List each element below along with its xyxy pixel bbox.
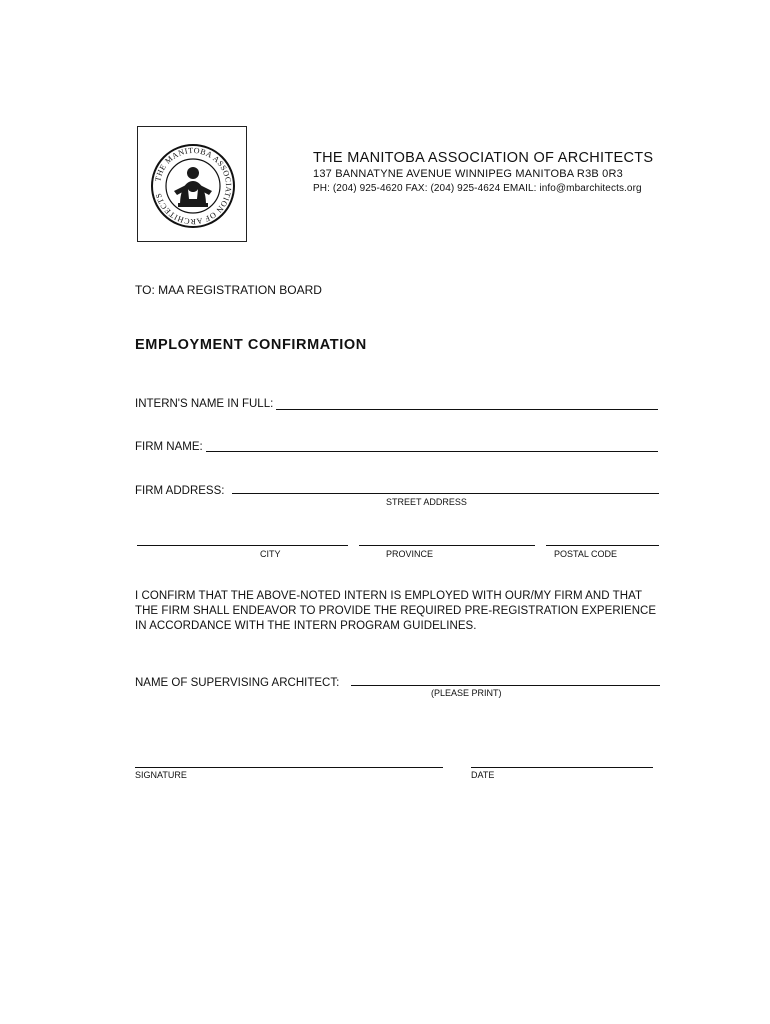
postal-code-caption: POSTAL CODE <box>554 549 618 559</box>
document-title: EMPLOYMENT CONFIRMATION <box>135 337 367 353</box>
association-seal-icon <box>150 143 236 229</box>
date-caption: DATE <box>471 770 495 780</box>
association-logo-frame <box>137 126 247 242</box>
supervisor-name-field[interactable] <box>351 685 660 686</box>
organization-name: THE MANITOBA ASSOCIATION OF ARCHITECTS <box>313 150 654 166</box>
postal-code-field[interactable] <box>546 545 659 546</box>
firm-name-label: FIRM NAME: <box>135 441 203 453</box>
date-field[interactable] <box>471 767 653 768</box>
signature-field[interactable] <box>135 767 443 768</box>
firm-name-field[interactable] <box>206 451 658 452</box>
please-print-caption: (PLEASE PRINT) <box>431 688 502 698</box>
province-field[interactable] <box>359 545 535 546</box>
intern-name-field[interactable] <box>276 409 658 410</box>
street-address-field[interactable] <box>232 493 659 494</box>
organization-contact: PH: (204) 925-4620 FAX: (204) 925-4624 EMAIL: info@mbarchitects.org <box>313 183 642 194</box>
intern-name-label: INTERN'S NAME IN FULL: <box>135 398 274 410</box>
city-caption: CITY <box>260 549 281 559</box>
firm-address-label: FIRM ADDRESS: <box>135 485 225 497</box>
svg-text:THE MANITOBA ASSOCIATION OF AR: THE MANITOBA ASSOCIATION OF ARCHITECTS <box>153 145 234 227</box>
supervisor-label: NAME OF SUPERVISING ARCHITECT: <box>135 677 340 689</box>
signature-caption: SIGNATURE <box>135 770 187 780</box>
organization-address: 137 BANNATYNE AVENUE WINNIPEG MANITOBA R3B 0R3 <box>313 168 623 180</box>
street-address-caption: STREET ADDRESS <box>386 497 467 507</box>
province-caption: PROVINCE <box>386 549 434 559</box>
city-field[interactable] <box>137 545 348 546</box>
addressee-line: TO: MAA REGISTRATION BOARD <box>135 283 322 297</box>
confirmation-statement: I CONFIRM THAT THE ABOVE-NOTED INTERN IS EMPLOYED WITH OUR/MY FIRM AND THAT THE FIRM SHALL ENDEAVOR TO PROVIDE THE REQUIRED PRE-REGISTRATION EXPERIENCE IN ACCORDANCE WITH THE INTERN PROGRAM GUIDELINES. <box>135 590 657 632</box>
